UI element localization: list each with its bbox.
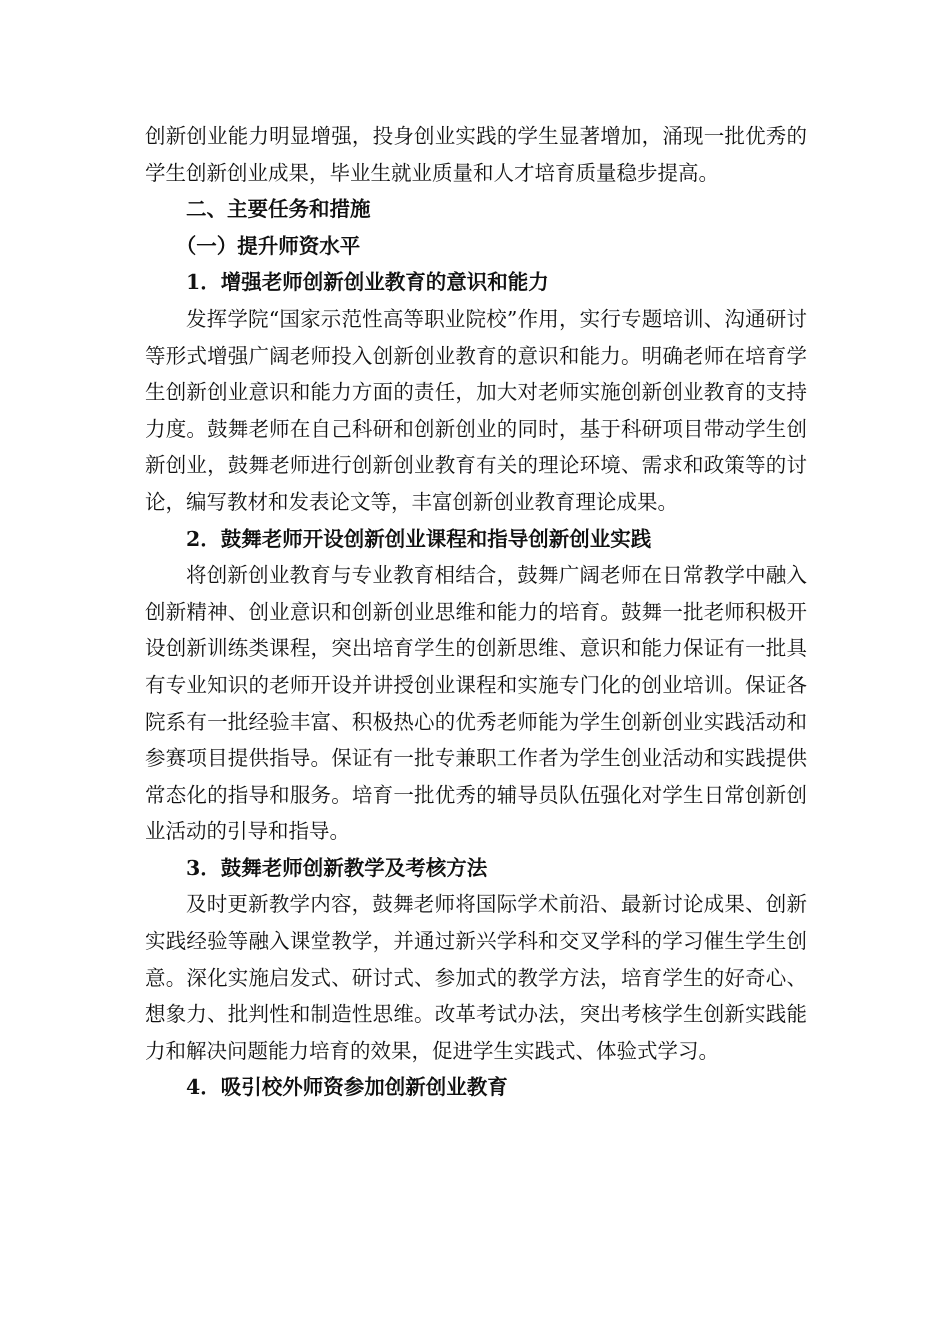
item-heading-2: 2．鼓舞老师开设创新创业课程和指导创新创业实践: [186, 526, 652, 551]
intro-paragraph: 创新创业能力明显增强，投身创业实践的学生显著增加，涌现一批优秀的学生创新创业成果，毕业生就业质量和人才培育质量稳步提高。: [145, 124, 807, 185]
item-body-2: 将创新创业教育与专业教育相结合，鼓舞广阔老师在日常教学中融入创新精神、创业意识和创新创业思维和能力的培育。鼓舞一批老师积极开设创新训练类课程，突出培育学生的创新思维、意识和能力保证有一批具有专业知识的老师开设并讲授创业课程和实施专门化的创业培训。保证各院系有一批经验丰富、积极热心的优秀老师能为学生创新创业实践活动和参赛项目提供指导。保证有一批专兼职工作者为学生创业活动和实践提供常态化的指导和服务。培育一批优秀的辅导员队伍强化对学生日常创新创业活动的引导和指导。: [145, 563, 807, 844]
item-heading-4: 4．吸引校外师资参加创新创业教育: [186, 1075, 508, 1100]
section-heading: 二、主要任务和措施: [186, 197, 371, 222]
document-body: [145, 118, 807, 1106]
item-body-1: 发挥学院“国家示范性高等职业院校”作用，实行专题培训、沟通研讨等形式增强广阔老师投入创新创业教育的意识和能力。明确老师在培育学生创新创业意识和能力方面的责任，加大对老师实施创新创业教育的支持力度。鼓舞老师在自己科研和创新创业的同时，基于科研项目带动学生创新创业，鼓舞老师进行创新创业教育有关的理论环境、需求和政策等的讨论，编写教材和发表论文等，丰富创新创业教育理论成果。: [145, 306, 807, 514]
item-body-3: 及时更新教学内容，鼓舞老师将国际学术前沿、最新讨论成果、创新实践经验等融入课堂教学，并通过新兴学科和交叉学科的学习催生学生创意。深化实施启发式、研讨式、参加式的教学方法，培育学生的好奇心、想象力、批判性和制造性思维。改革考试办法，突出考核学生创新实践能力和解决问题能力培育的效果，促进学生实践式、体验式学习。: [145, 892, 807, 1063]
subsection-heading: （一）提升师资水平: [175, 233, 361, 258]
item-heading-3: 3．鼓舞老师创新教学及考核方法: [186, 855, 488, 880]
item-heading-1: 1．增强老师创新创业教育的意识和能力: [186, 270, 549, 295]
